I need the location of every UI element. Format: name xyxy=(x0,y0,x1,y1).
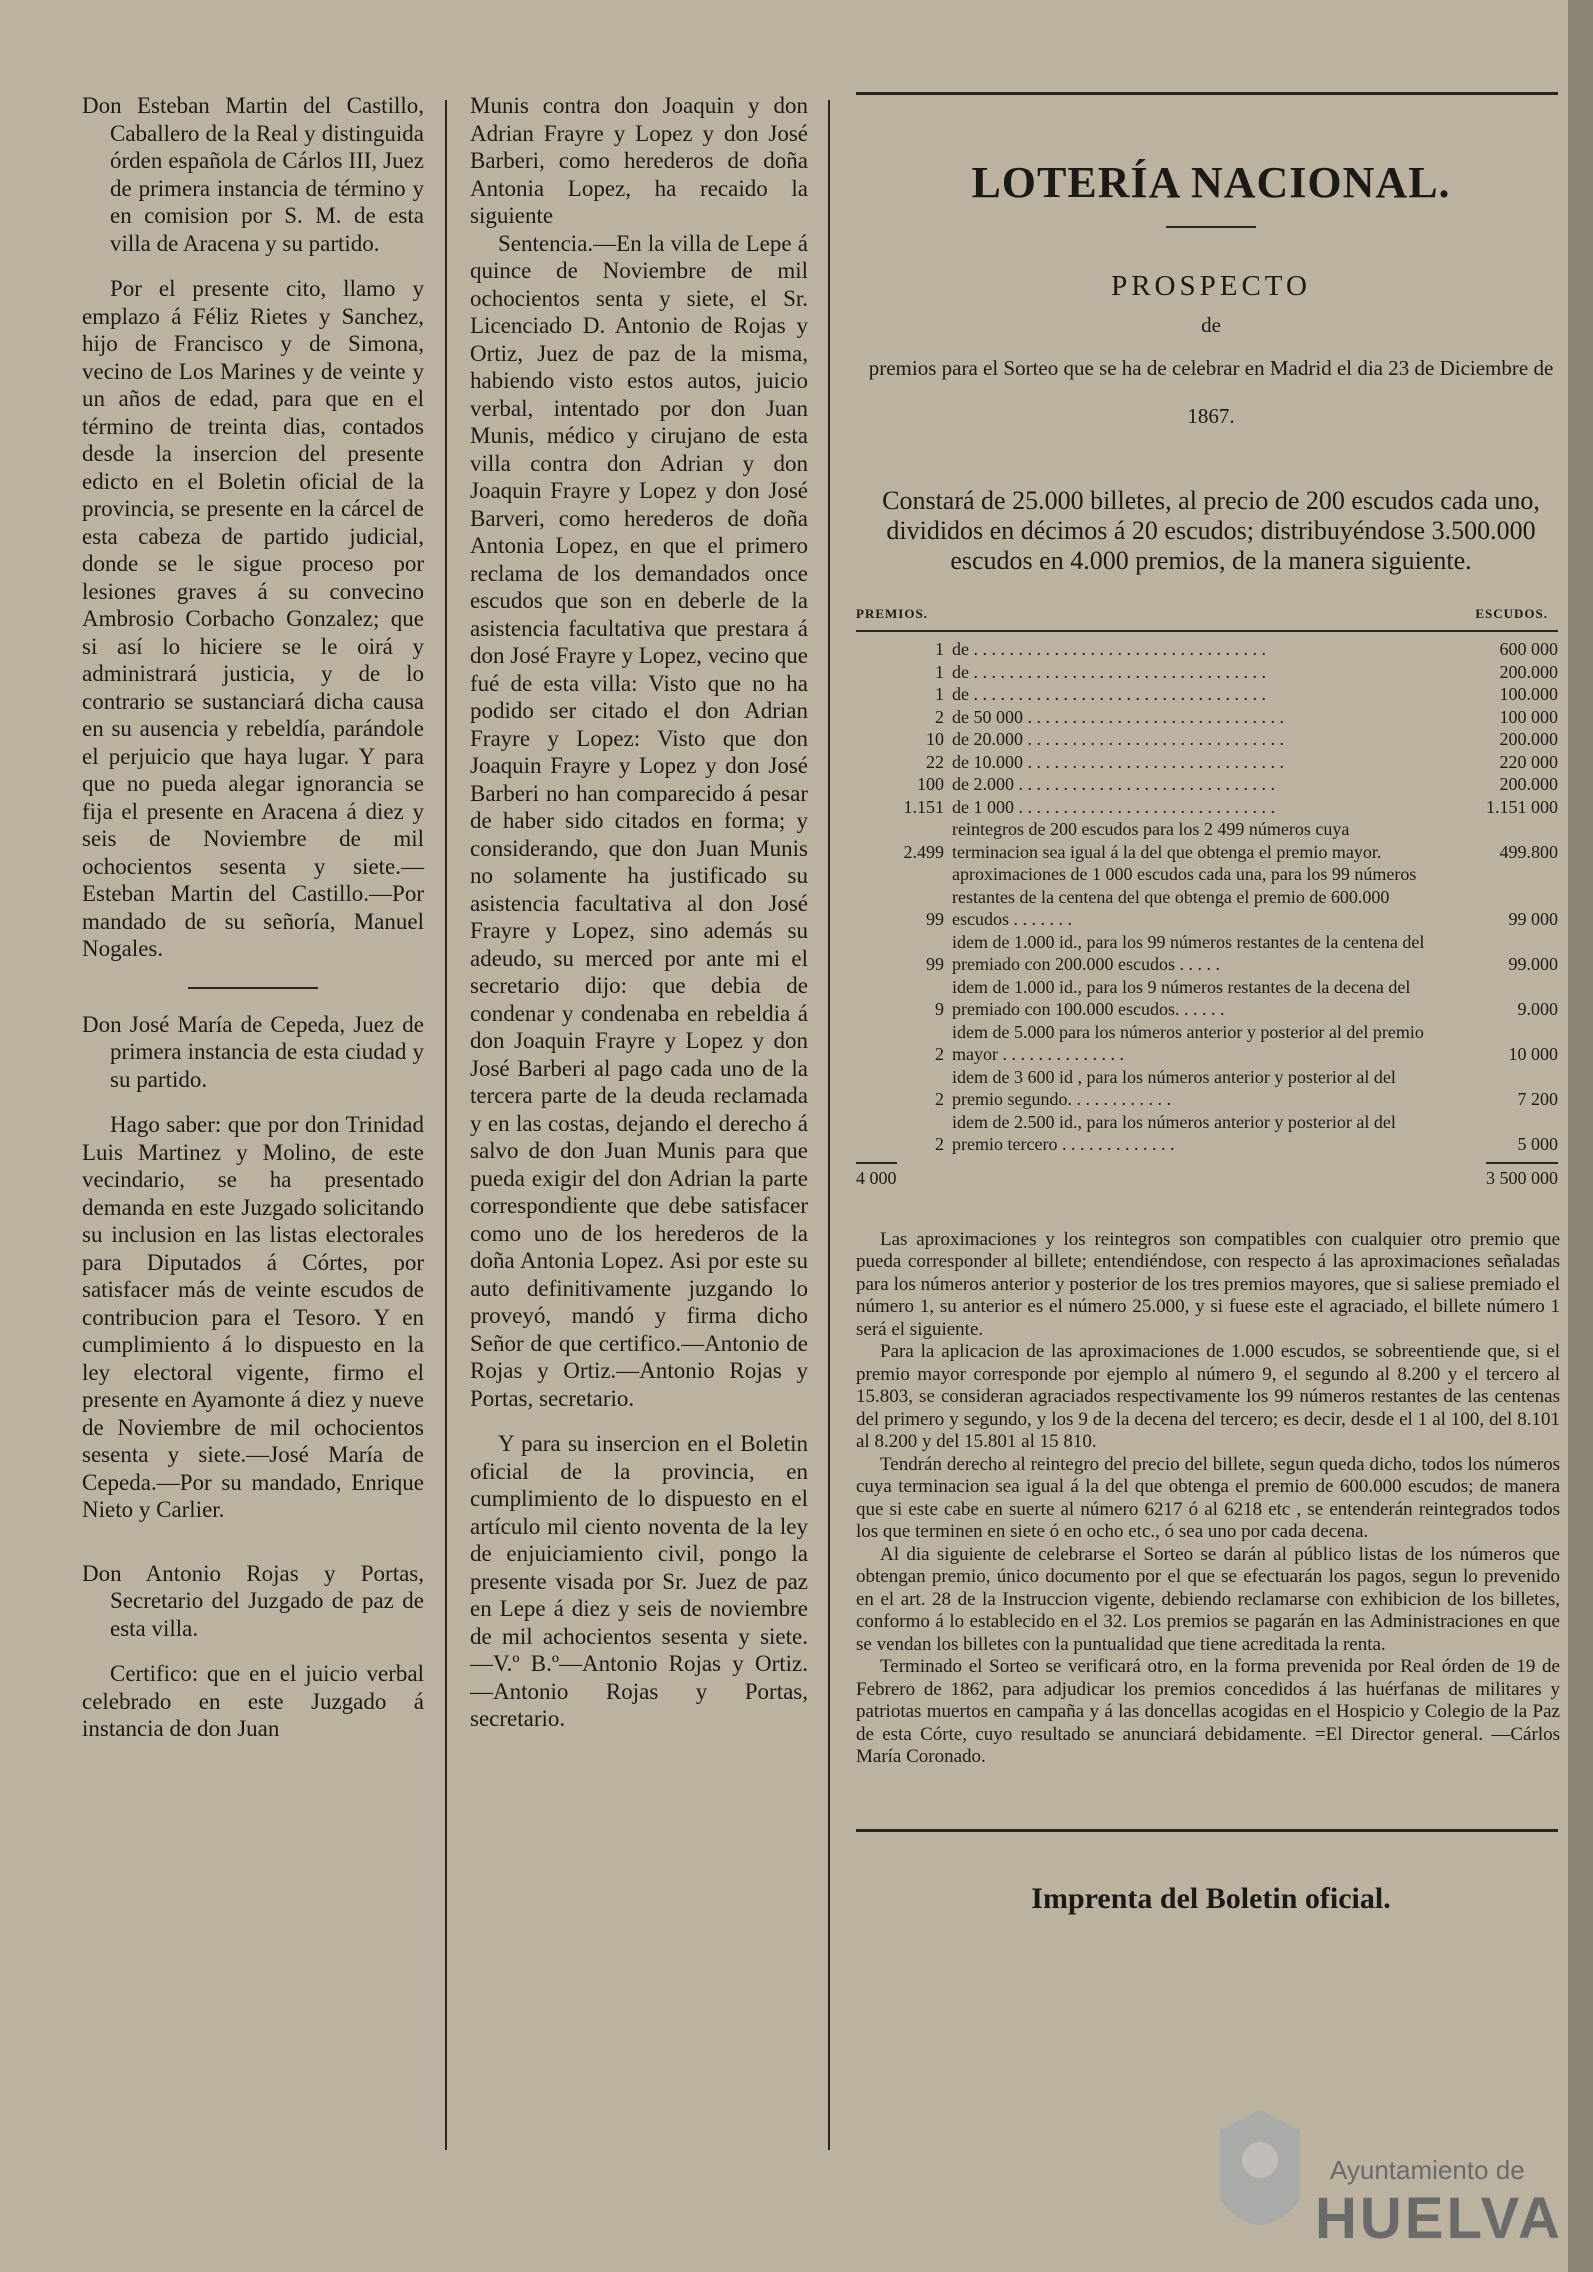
prize-amount: 200.000 xyxy=(1499,729,1558,749)
prize-count: 2 xyxy=(935,706,944,727)
prize-amount: 200.000 xyxy=(1499,774,1558,794)
edict-2-heading: Don José María de Cepeda, Juez de primera instancia de esta ciudad y su partido. xyxy=(82,1011,424,1092)
prize-count: 2 xyxy=(935,1044,944,1064)
prize-row xyxy=(856,728,1566,751)
column-1 xyxy=(82,92,424,1743)
prize-totals xyxy=(856,1162,1566,1189)
watermark-line-1: Ayuntamiento de xyxy=(1330,2155,1525,2185)
prize-description: de 10.000 . . . . . . . . . . . . . . . . . . . . . . . . . . . . . xyxy=(952,751,1284,772)
prize-description: aproximaciones de 1 000 escudos cada una, para los 99 números restantes de la centena del que obtenga el premio de 600.000 escudos . . . . . . . xyxy=(952,864,1417,929)
prize-row xyxy=(856,1066,1566,1111)
prize-row xyxy=(856,796,1566,819)
prize-count: 2.499 xyxy=(903,841,944,862)
judgment-closing: Y para su insercion en el Boletin oficial de la provincia, en cumplimiento de lo dispuesto en el artículo mil ciento noventa de la ley de enjuiciamiento civil, pongo la presente visada por Sr. Juez de paz en Lepe á diez y seis de noviembre de mil achocientos sesenta y siete.—V.º B.º—Antonio Rojas y Ortiz.—Antonio Rojas y Portas, secretario. xyxy=(470,1431,808,1731)
prize-row xyxy=(856,818,1566,863)
prize-amount: 600 000 xyxy=(1499,639,1558,659)
conditions-p5: Terminado el Sorteo se verificará otro, en la forma prevenida por Real órden de 19 de Febrero de 1862, para adjudicar los premios concedidos á las huérfanas de militares y patriotas muertos en campaña y á las doncellas acogidas en el Hospicio y Colegio de la Paz de esta Córte, cuyo resultado se anunciará debidamente. =El Director general. —Cárlos María Coronado. xyxy=(856,1656,1560,1767)
prize-table-header xyxy=(856,606,1566,622)
prize-description: de 2.000 . . . . . . . . . . . . . . . . . . . . . . . . . . . . . xyxy=(952,774,1275,794)
bottom-rule xyxy=(856,1829,1558,1832)
edict-1-heading: Don Esteban Martin del Castillo, Caballero de la Real y distinguida órden española de Cárlos III, Juez de primera instancia de término y en comision por S. M. de esta villa de Aracena y su partido. xyxy=(82,93,424,256)
conditions-p4: Al dia siguiente de celebrarse el Sorteo se darán al público listas de los números que obtengan premio, único documento por el que se efectuarán los pagos, segun lo prevenido en el art. 28 de la Instruccion vigente, debiendo reclamarse con exhibicion de los billetes, conformo á lo establecido en el 32. Los premios se pagarán en las Administraciones en que se vendan los billetes con la puntualidad que tiene acreditada la renta. xyxy=(856,1543,1560,1655)
prize-count: 1.151 xyxy=(903,796,944,817)
prize-description: idem de 1.000 id., para los 99 números restantes de la centena del premiado con 200.000 escudos . . . . . xyxy=(952,931,1425,974)
prospecto-de: de xyxy=(1201,313,1221,337)
prize-amount: 100 000 xyxy=(1499,706,1558,727)
prize-description: de . . . . . . . . . . . . . . . . . . . . . . . . . . . . . . . . . xyxy=(952,684,1266,704)
prize-row xyxy=(856,931,1566,976)
page-edge xyxy=(1568,0,1593,2272)
header-escudos: ESCUDOS. xyxy=(1475,606,1548,621)
prize-row xyxy=(856,976,1566,1021)
edict-1-body: Por el presente cito, llamo y emplazo á Féliz Rietes y Sanchez, hijo de Francisco y de Simona, vecino de Los Marines y de veinte y un años de edad, para que en el término de treinta dias, contados desde la insercion del presente edicto en el Boletin oficial de la provincia, se presente en la cárcel de esta cabeza de partido judicial, donde se le sigue proceso por lesiones graves á su convecino Ambrosio Corbacho Gonzalez; que si así lo hiciere se le oirá y administrará justicia, y de lo contrario se sustanciará dicha causa en su ausencia y rebeldía, parándole el perjuicio que haya lugar. Y para que no pueda alegar ignorancia se fija el presente en Aracena á diez y seis de Noviembre de mil ochocientos sesenta y siete.—Esteban Martin del Castillo.—Por mandado de su señoría, Manuel Nogales. xyxy=(82,276,424,961)
prize-row xyxy=(856,863,1566,931)
edict-3-body: Certifico: que en el juicio verbal celebrado en este Juzgado á instancia de don Juan xyxy=(82,1661,424,1741)
header-rule xyxy=(856,630,1558,632)
prize-row xyxy=(856,751,1566,774)
column-rule-2 xyxy=(828,100,830,2150)
prize-count: 22 xyxy=(926,751,944,772)
prize-description: idem de 1.000 id., para los 9 números restantes de la decena del premiado con 100.000 escudos. . . . . . xyxy=(952,976,1411,1019)
prize-count: 1 xyxy=(935,639,944,659)
prize-row xyxy=(856,638,1566,661)
prize-amount: 7 200 xyxy=(1517,1089,1558,1109)
prize-amount: 220 000 xyxy=(1499,751,1558,772)
prize-description: idem de 3 600 id , para los números anterior y posterior al del premio segundo. . . . . . . . . . . . xyxy=(952,1066,1396,1109)
prize-row xyxy=(856,773,1566,796)
prize-amount: 5 000 xyxy=(1517,1134,1558,1154)
prize-amount: 200.000 xyxy=(1499,661,1558,682)
prize-description: idem de 5.000 para los números anterior y posterior al del premio mayor . . . . . . . . . . . . . . xyxy=(952,1021,1424,1064)
prize-count: 1 xyxy=(935,684,944,704)
lottery-intro: Constará de 25.000 billetes, al precio de 200 escudos cada uno, divididos en décimos á 20 escudos; distribuyéndose 3.500.000 escudos en 4.000 premios, de la manera siguiente. xyxy=(882,486,1540,575)
total-prizes: 4 000 xyxy=(856,1162,897,1189)
prize-count: 1 xyxy=(935,661,944,682)
watermark-line-2: HUELVA xyxy=(1315,2186,1563,2251)
prize-amount: 99.000 xyxy=(1508,954,1558,974)
prize-description: de 50 000 . . . . . . . . . . . . . . . . . . . . . . . . . . . . . xyxy=(952,706,1284,727)
prize-amount: 99 000 xyxy=(1508,909,1558,929)
edict-3-heading: Don Antonio Rojas y Portas, Secretario del Juzgado de paz de esta villa. xyxy=(82,1560,424,1641)
prize-amount: 9.000 xyxy=(1517,999,1558,1019)
prize-amount: 1.151 000 xyxy=(1486,796,1558,817)
column-2 xyxy=(470,92,808,1733)
prize-count: 99 xyxy=(926,909,944,929)
prize-count: 100 xyxy=(917,774,944,794)
conditions-p1: Las aproximaciones y los reintegros son compatibles con cualquier otro premio que pueda corresponder al billete; entendiéndose, con respecto á las aproximaciones señaladas para los números anterior y posterior de los tres premios mayores, que si saliese premiado el número 1, su anterior es el número 25.000, y si fuese este el agraciado, el billete número 1 será el siguiente. xyxy=(856,1228,1560,1340)
prospecto-description: premios para el Sorteo que se ha de celebrar en Madrid el dia 23 de Diciembre de 1867. xyxy=(868,356,1554,428)
judgment-intro: Munis contra don Joaquin y don Adrian Frayre y Lopez y don José Barberi, como herederos de doña Antonia Lopez, ha recaido la siguiente xyxy=(470,93,808,228)
prize-description: de . . . . . . . . . . . . . . . . . . . . . . . . . . . . . . . . . xyxy=(952,639,1266,659)
prize-count: 99 xyxy=(926,954,944,974)
title-ornament xyxy=(1166,226,1256,228)
prize-description: reintegros de 200 escudos para los 2 499 números cuya terminacion sea igual á la del que obtenga el premio mayor. xyxy=(952,819,1382,862)
prize-description: de 1 000 . . . . . . . . . . . . . . . . . . . . . . . . . . . . . xyxy=(952,796,1275,817)
printer-imprint: Imprenta del Boletin oficial. xyxy=(1031,1881,1391,1915)
top-rule xyxy=(856,92,1558,95)
lottery-title: LOTERÍA NACIONAL. xyxy=(971,158,1451,207)
prize-amount: 499.800 xyxy=(1499,841,1558,862)
prize-count: 2 xyxy=(935,1089,944,1109)
total-escudos: 3 500 000 xyxy=(1486,1162,1558,1189)
lottery-column xyxy=(856,92,1566,1916)
prize-description: idem de 2.500 id., para los números anterior y posterior al del premio tercero . . . . . . . . . . . . . xyxy=(952,1111,1396,1154)
prize-count: 9 xyxy=(935,999,944,1019)
lottery-conditions xyxy=(856,1229,1560,1769)
column-rule-1 xyxy=(445,100,447,2150)
prize-row xyxy=(856,1111,1566,1156)
prize-count: 10 xyxy=(926,729,944,749)
prize-count: 2 xyxy=(935,1134,944,1154)
prize-amount: 10 000 xyxy=(1508,1044,1558,1064)
prize-description: de 20.000 . . . . . . . . . . . . . . . . . . . . . . . . . . . . . xyxy=(952,729,1284,749)
prize-amount: 100.000 xyxy=(1499,684,1558,704)
prize-row xyxy=(856,1021,1566,1066)
judgment-sentence: Sentencia.—En la villa de Lepe á quince de Noviembre de mil ochocientos senta y siete, el Sr. Licenciado D. Antonio de Rojas y Ortiz, Juez de paz de la misma, habiendo visto estos autos, juicio verbal, intentado por don Juan Munis, médico y cirujano de esta villa contra don Adrian y don Joaquin Frayre y Lopez y don José Barveri, como herederos de doña Antonia Lopez, en que el primero reclama de los demandados once escudos que son en deberle de la asistencia facultativa que prestara á don José Frayre y Lopez, vecino que fué de esta villa: Visto que no ha podido ser citado el don Adrian Frayre y Lopez: Visto que don Joaquin Frayre y Lopez y don José Barberi no han comparecido á pesar de haber sido citados en forma; y considerando, que don Juan Munis no solamente ha justificado su asistencia facultativa al don José Frayre y Lopez, sino además su adeudo, su merced por ante mi el secretario dijo: que debia de condenar y condenaba en rebeldia á don Joaquin Frayre y Lopez y don José Barberi al pago cada uno de la tercera parte de la deuda reclamada y en las costas, dejando el derecho á salvo de don Juan Munis para que pueda exigir del don Adrian la parte correspondiente que debe satisfacer como uno de los herederos de la doña Antonia Lopez. Asi por este su auto definitivamente juzgando lo proveyó, mandó y firma dicho Señor de que certifico.—Antonio de Rojas y Ortiz.—Antonio Rojas y Portas, secretario. xyxy=(470,230,808,1411)
conditions-p2: Para la aplicacion de las aproximaciones de 1.000 escudos, se sobreentiende que, si el premio mayor corresponde por ejemplo al número 9, el segundo al 8.200 y el tercero al 15.803, se consideran agraciados respectivamente los 99 números restantes de las centenas del primero y segundo, y los 9 de la decena del tercero; es decir, desde el 1 al 100, del 8.101 al 8.200 y del 15.801 al 15 810. xyxy=(856,1341,1560,1452)
prize-row xyxy=(856,683,1566,706)
conditions-p3: Tendrán derecho al reintegro del precio del billete, segun queda dicho, todos los números cuya terminacion sea igual á la del que obtenga el premio de 600.000 escudos; de manera que si este cabe en suerte al número 6217 ó al 6218 etc , se entenderán reintegrados todos los que terminen en siete ó en ocho etc., ó sea uno por cada decena. xyxy=(856,1453,1560,1542)
prize-row xyxy=(856,706,1566,729)
prize-description: de . . . . . . . . . . . . . . . . . . . . . . . . . . . . . . . . . xyxy=(952,661,1266,682)
header-premios: PREMIOS. xyxy=(856,606,928,621)
separator xyxy=(188,987,318,989)
prize-row xyxy=(856,661,1566,684)
prize-table xyxy=(856,638,1566,1156)
edict-2-body: Hago saber: que por don Trinidad Luis Martinez y Molino, de este vecindario, se ha presentado demanda en este Juzgado solicitando su inclusion en las listas electorales para Diputados á Córtes, por satisfacer más de veinte escudos de contribucion para el Tesoro. Y en cumplimiento á lo dispuesto en la ley electoral vigente, firmo el presente en Ayamonte á diez y nueve de Noviembre de mil ochocientos sesenta y siete.—José María de Cepeda.—Por su mandado, Enrique Nieto y Carlier. xyxy=(82,1112,424,1522)
prospecto-heading: PROSPECTO xyxy=(1111,270,1311,302)
